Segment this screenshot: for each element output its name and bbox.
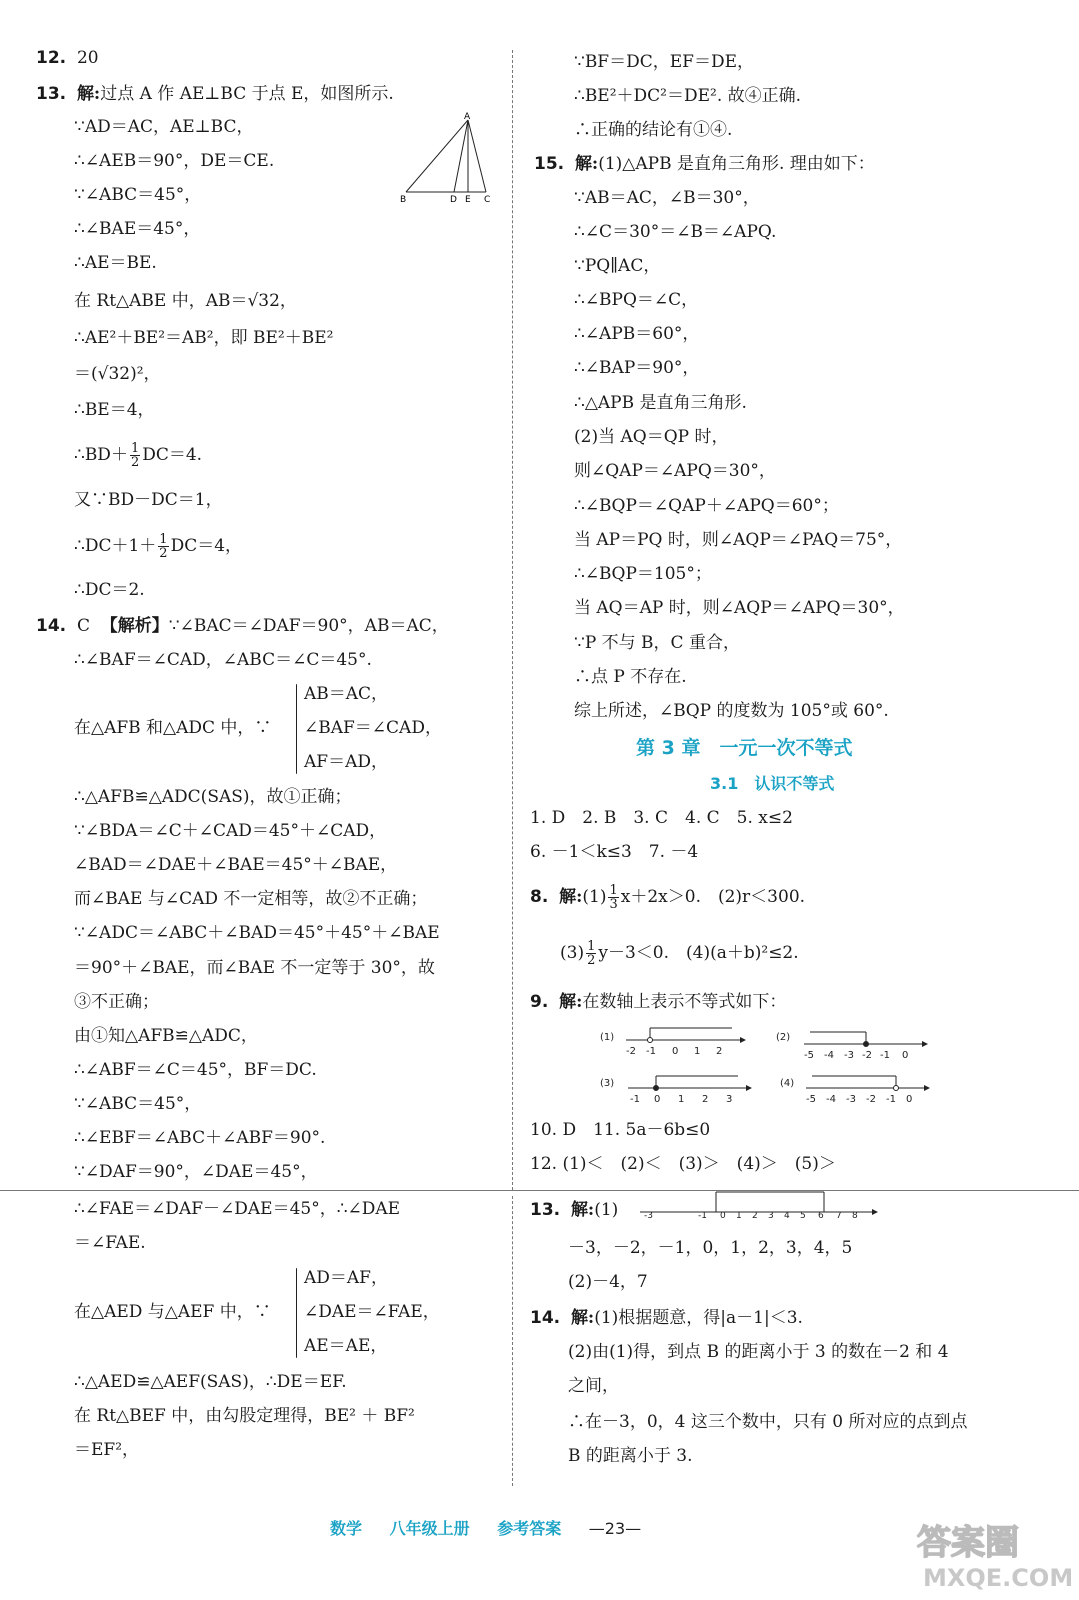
- q13-line: 在 Rt△ABE 中，AB＝√32，: [74, 291, 297, 311]
- horizontal-divider: [0, 1190, 1079, 1191]
- tick-label: -4: [824, 1050, 834, 1061]
- q14-line: 由①知△AFB≌△ADC，: [74, 1026, 258, 1046]
- q15-line: ∵P 不与 B，C 重合，: [574, 633, 740, 653]
- figure-label-e: E: [465, 195, 471, 204]
- q15-line: ∴△APB 是直角三角形.: [574, 393, 747, 413]
- q13-line: (2)－4，7: [568, 1272, 648, 1292]
- q14-line: ∵∠DAF＝90°，∠DAE＝45°，: [74, 1162, 318, 1182]
- q14-line: ∵∠BDA＝∠C＋∠CAD＝45°＋∠CAD，: [74, 821, 387, 841]
- system-brace: [296, 1268, 297, 1358]
- q13-line: ∴BE＝4，: [74, 400, 155, 420]
- tick-label: 3: [726, 1094, 733, 1105]
- question-8-line-2: (3) $\frac{1}{2}$ y－3＜0. (4)(a＋b)²≤2.: [560, 939, 799, 968]
- figure-label-b: B: [400, 195, 407, 204]
- q14-system-line: AB＝AC，: [304, 684, 389, 704]
- q15-line: ∴∠BPQ＝∠C，: [574, 290, 699, 310]
- q15-line: ∴点 P 不存在.: [574, 667, 687, 687]
- q13-line: －3，－2，－1，0，1，2，3，4，5: [568, 1238, 853, 1258]
- tick-label: -1: [630, 1094, 640, 1105]
- tick-label: 1: [736, 1211, 742, 1221]
- tick-label: -1: [698, 1211, 707, 1221]
- answers-10-11: 10. D 11. 5a－6b≤0: [530, 1120, 711, 1140]
- answers-6-7: 6. －1＜k≤3 7. －4: [530, 842, 699, 862]
- tick-label: -3: [846, 1094, 856, 1105]
- q15-line: 当 AQ＝AP 时，则∠AQP＝∠APQ＝30°，: [574, 598, 905, 618]
- tick-label: 0: [672, 1046, 679, 1057]
- tick-label: 2: [702, 1094, 709, 1105]
- q14-line: ∴∠BAF＝∠CAD，∠ABC＝∠C＝45°.: [74, 650, 372, 670]
- tick-label: 0: [906, 1094, 913, 1105]
- number-lines-q9: [600, 1024, 1020, 1106]
- q15-line: ∴∠APB＝60°，: [574, 324, 700, 344]
- tick-label: 0: [654, 1094, 661, 1105]
- column-divider-bottom: [512, 1196, 513, 1486]
- tick-label: 1: [694, 1046, 701, 1057]
- fraction: $\frac{1}{2}$: [587, 939, 596, 968]
- q13-line-fraction-1: ∴BD＋ $\frac{1}{2}$ DC＝4.: [74, 441, 203, 470]
- continuation-line: ∴正确的结论有①④.: [574, 120, 733, 140]
- q14-line: 而∠BAE 与∠CAD 不一定相等，故②不正确；: [74, 889, 428, 909]
- triangle-figure: [396, 112, 496, 204]
- q14-system-line: ∠DAE＝∠FAE，: [304, 1302, 440, 1322]
- q14-line: ＝90°＋∠BAE，而∠BAE 不一定等于 30°，故: [74, 958, 435, 978]
- q15-line: ∴∠C＝30°＝∠B＝∠APQ.: [574, 222, 777, 242]
- q14-line: ∠BAD＝∠DAE＋∠BAE＝45°＋∠BAE，: [74, 855, 398, 875]
- fraction: $\frac{1}{2}$: [159, 532, 168, 561]
- tick-label: 3: [768, 1211, 774, 1221]
- q14-system-line: AD＝AF，: [304, 1268, 388, 1288]
- system-brace: [296, 684, 297, 774]
- footer-reference: 参考答案: [497, 1519, 562, 1538]
- q15-line: 则∠QAP＝∠APQ＝30°，: [574, 461, 776, 481]
- q14-line: ∵∠ADC＝∠ABC＋∠BAD＝45°＋45°＋∠BAE: [74, 923, 440, 943]
- chapter-title: 第 3 章 一元一次不等式: [636, 737, 853, 759]
- tick-label: -1: [646, 1046, 656, 1057]
- q13-line: ∴DC＝2.: [74, 580, 145, 600]
- figure-label-c: C: [484, 195, 491, 204]
- q13-line: ∴AE²＋BE²＝AB²，即 BE²＋BE²: [74, 328, 334, 348]
- q13-line: ＝(√32)²，: [74, 364, 161, 384]
- q14-system-line: AE＝AE，: [304, 1336, 388, 1356]
- tick-label: -2: [866, 1094, 876, 1105]
- tick-label: -2: [626, 1046, 636, 1057]
- tick-label: -1: [880, 1050, 890, 1061]
- tick-label: 8: [852, 1211, 858, 1221]
- fraction: $\frac{1}{3}$: [609, 883, 618, 912]
- answer-12: 12. 20: [36, 48, 99, 68]
- watermark-url: MXQE.COM: [923, 1564, 1071, 1592]
- q15-line: (2)当 AQ＝QP 时，: [574, 427, 729, 447]
- tick-label: 5: [800, 1211, 806, 1221]
- q14-line: ∴∠ABF＝∠C＝45°，BF＝DC.: [74, 1060, 317, 1080]
- section-title: 3.1 认识不等式: [710, 774, 835, 793]
- question-9-intro: 9. 解:在数轴上表示不等式如下：: [530, 992, 787, 1012]
- tick-label: -1: [886, 1094, 896, 1105]
- answers-12: 12. (1)＜ (2)＜ (3)＞ (4)＞ (5)＞: [530, 1154, 836, 1174]
- tick-label: -3: [644, 1211, 653, 1221]
- continuation-line: ∴BE²＋DC²＝DE². 故④正确.: [574, 86, 802, 106]
- q14-line: ∵∠ABC＝45°，: [74, 1094, 202, 1114]
- question-13-intro: 13. 解:过点 A 作 AE⊥BC 于点 E，如图所示.: [36, 84, 394, 104]
- tick-label: -3: [844, 1050, 854, 1061]
- number-line-label: (1): [600, 1032, 615, 1043]
- page-footer: [330, 1516, 663, 1539]
- q13-line-fraction-2: ∴DC＋1＋ $\frac{1}{2}$ DC＝4，: [74, 532, 243, 561]
- q14-line: ＝∠FAE.: [74, 1233, 146, 1253]
- q15-line: ∵AB＝AC，∠B＝30°，: [574, 188, 760, 208]
- answers-1-5: 1. D 2. B 3. C 4. C 5. x≤2: [530, 808, 793, 828]
- q14-system-prefix: 在△AED 与△AEF 中，∵: [74, 1302, 271, 1322]
- question-13-intro: 13. 解:(1): [530, 1200, 619, 1220]
- figure-label-a: A: [464, 112, 471, 122]
- q14-system-line: AF＝AD，: [304, 752, 388, 772]
- tick-label: -2: [862, 1050, 872, 1061]
- question-8-line-1: 8. 解:(1) $\frac{1}{3}$ x＋2x＞0. (2)r＜300.: [530, 883, 806, 912]
- question-14-intro: 14. C 【解析】∵∠BAC＝∠DAF＝90°，AB＝AC，: [36, 616, 449, 636]
- tick-label: -5: [804, 1050, 814, 1061]
- q14-line: ∴△AED≌△AEF(SAS)，∴DE＝EF.: [74, 1372, 347, 1392]
- tick-label: 4: [784, 1211, 790, 1221]
- q13-line: ∴AE＝BE.: [74, 253, 157, 273]
- watermark-icon: [911, 1514, 1071, 1594]
- tick-label: 6: [818, 1211, 824, 1221]
- q14-line: ∴在－3，0，4 这三个数中，只有 0 所对应的点到点: [568, 1412, 968, 1432]
- q13-line: ∵∠ABC＝45°，: [74, 185, 202, 205]
- column-divider-top: [512, 50, 513, 1190]
- tick-label: 0: [902, 1050, 909, 1061]
- q15-line: ∴∠BQP＝105°；: [574, 564, 712, 584]
- number-line-label: (2): [776, 1032, 791, 1043]
- watermark-text: 答案圈: [917, 1523, 1019, 1563]
- q14-line: ③不正确；: [74, 992, 159, 1012]
- fraction: $\frac{1}{2}$: [130, 441, 140, 470]
- q13-line: 又∵BD－DC＝1，: [74, 490, 223, 510]
- q14-line: ∴∠EBF＝∠ABC＋∠ABF＝90°.: [74, 1128, 326, 1148]
- tick-label: 0: [720, 1211, 726, 1221]
- tick-label: 1: [678, 1094, 685, 1105]
- continuation-line: ∵BF＝DC，EF＝DE，: [574, 52, 754, 72]
- q15-line: ∴∠BAP＝90°，: [574, 358, 700, 378]
- tick-label: 2: [752, 1211, 758, 1221]
- footer-subject: 数学: [330, 1519, 363, 1538]
- number-line-q13: [636, 1188, 886, 1224]
- q14-system-prefix: 在△AFB 和△ADC 中，∵: [74, 718, 272, 738]
- tick-label: 7: [836, 1211, 842, 1221]
- number-line-label: (4): [780, 1078, 795, 1089]
- page-number: —23—: [588, 1519, 642, 1538]
- q13-line: ∵AD＝AC，AE⊥BC，: [74, 117, 254, 137]
- tick-label: 2: [716, 1046, 723, 1057]
- q15-line: ∵PQ∥AC，: [574, 256, 661, 276]
- q14-line: 在 Rt△BEF 中，由勾股定理得，BE² ＋ BF²: [74, 1406, 415, 1426]
- question-14-intro: 14. 解:(1)根据题意，得|a－1|＜3.: [530, 1308, 803, 1328]
- question-15-intro: 15. 解:(1)△APB 是直角三角形. 理由如下：: [534, 154, 875, 174]
- q13-line: ∴∠AEB＝90°，DE＝CE.: [74, 151, 275, 171]
- number-line-label: (3): [600, 1078, 615, 1089]
- footer-grade: 八年级上册: [389, 1519, 470, 1538]
- q14-line: (2)由(1)得，到点 B 的距离小于 3 的数在－2 和 4: [568, 1342, 949, 1362]
- q13-line: ∴∠BAE＝45°，: [74, 219, 201, 239]
- q14-line: 之间，: [568, 1376, 619, 1396]
- q14-line: ∴△AFB≌△ADC(SAS)，故①正确；: [74, 787, 352, 807]
- q14-line: ∴∠FAE＝∠DAF－∠DAE＝45°，∴∠DAE: [74, 1199, 401, 1219]
- figure-label-d: D: [450, 195, 457, 204]
- q14-line: ＝EF²，: [74, 1440, 140, 1460]
- q15-line: ∴∠BQP＝∠QAP＋∠APQ＝60°；: [574, 496, 839, 516]
- q15-line: 当 AP＝PQ 时，则∠AQP＝∠PAQ＝75°，: [574, 530, 903, 550]
- q15-line: 综上所述，∠BQP 的度数为 105°或 60°.: [574, 701, 889, 721]
- q14-line: B 的距离小于 3.: [568, 1446, 693, 1466]
- tick-label: -4: [826, 1094, 836, 1105]
- watermark-logo: [911, 1514, 1071, 1594]
- q14-system-line: ∠BAF＝∠CAD，: [304, 718, 442, 738]
- tick-label: -5: [806, 1094, 816, 1105]
